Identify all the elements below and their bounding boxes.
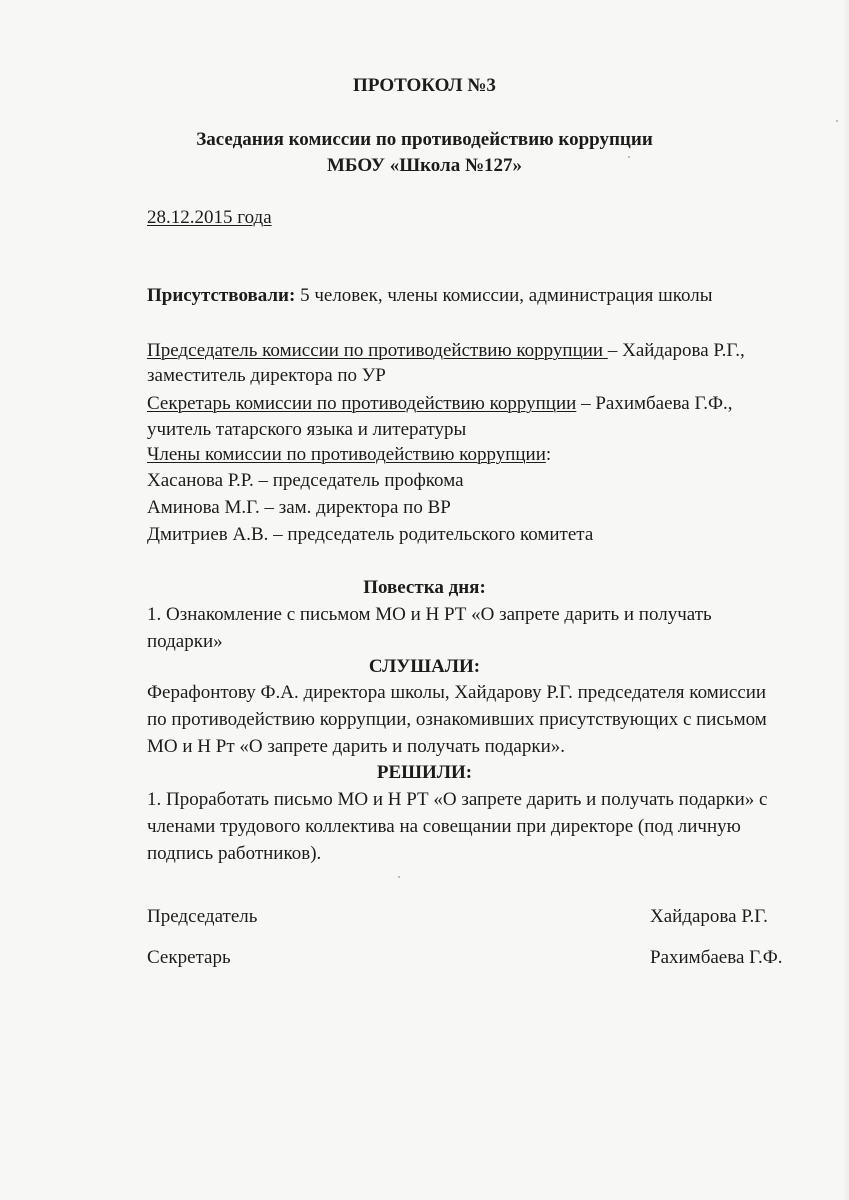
heard-text-line: МО и Н Рт «О запрете дарить и получать подарки». [147,736,566,757]
signature-name-chairman: Хайдарова Р.Г. [650,906,768,927]
decided-text-line: членами трудового коллектива на совещании при директоре (под личную [147,816,741,837]
document-title: ПРОТОКОЛ №3 [353,75,496,96]
attendance-text: 5 человек, члены комиссии, администрация школы [295,285,713,306]
attendance-line [147,284,713,308]
members-colon: : [545,444,552,465]
document-subtitle-line2: МБОУ «Школа №127» [326,155,523,176]
members-label: Члены комиссии по противодействию коррупции [147,444,546,465]
heard-text-line: Ферафонтову Ф.А. директора школы, Хайдарову Р.Г. председателя комиссии [147,682,767,703]
agenda-heading: Повестка дня: [363,577,486,598]
heard-text-line: по противодействию коррупции, ознакомивших присутствующих с письмом [147,709,767,730]
agenda-item-line2: подарки» [147,631,223,652]
member-item: Аминова М.Г. – зам. директора по ВР [147,497,451,518]
member-item: Дмитриев А.В. – председатель родительского комитета [147,524,594,545]
agenda-item-line1: 1. Ознакомление с письмом МО и Н РТ «О запрете дарить и получать [147,604,712,625]
decided-heading: РЕШИЛИ: [376,762,473,783]
secretary-name: – Рахимбаева Г.Ф., [576,393,733,414]
secretary-position: учитель татарского языка и литературы [147,419,467,440]
heard-heading: СЛУШАЛИ: [368,656,481,677]
chairman-role: Председатель комиссии по противодействию коррупции [147,340,608,361]
chairman-line [147,339,745,363]
members-heading [147,443,551,467]
secretary-line [147,392,733,416]
attendance-label: Присутствовали: [147,285,296,306]
signature-name-secretary: Рахимбаева Г.Ф. [650,947,783,968]
secretary-role: Секретарь комиссии по противодействию коррупции [147,393,577,414]
chairman-name: – Хайдарова Р.Г., [607,340,745,361]
signature-role-secretary: Секретарь [147,947,231,968]
scan-edge-shadow [843,0,849,1200]
chairman-position: заместитель директора по УР [147,365,386,386]
signature-role-chairman: Председатель [147,906,258,927]
document-subtitle-line1: Заседания комиссии по противодействию коррупции [196,129,653,150]
scan-speck [836,120,838,122]
decided-text-line: подпись работников). [147,843,322,864]
scan-speck [398,876,400,878]
document-date: 28.12.2015 года [147,207,272,228]
decided-text-line: 1. Проработать письмо МО и Н РТ «О запрете дарить и получать подарки» с [147,789,768,810]
member-item: Хасанова Р.Р. – председатель профкома [147,470,464,491]
